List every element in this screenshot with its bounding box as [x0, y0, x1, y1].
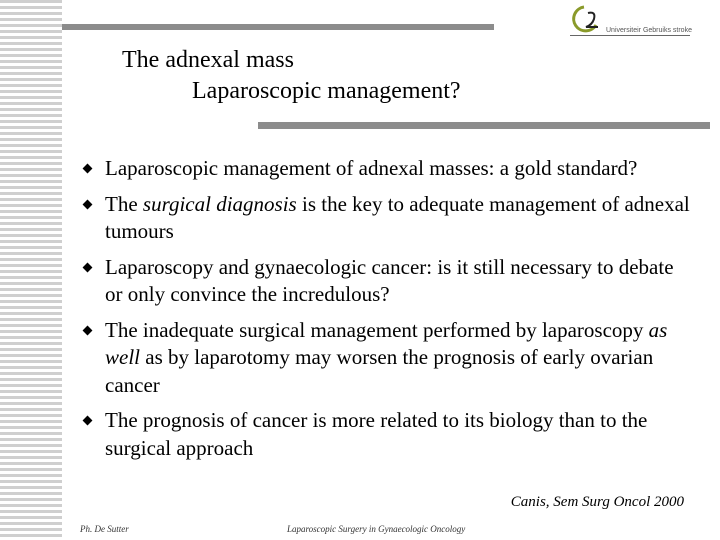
- footer-course: Laparoscopic Surgery in Gynaecologic Oncology: [287, 524, 466, 534]
- title-divider-bar: [258, 122, 710, 129]
- university-logo: [570, 3, 690, 37]
- bullet-item: [80, 155, 690, 183]
- bullet-text: as by laparotomy may worsen the prognosis of early ovarian cancer: [105, 345, 654, 397]
- logo-underline: [570, 35, 690, 36]
- bullet-text: The: [105, 191, 143, 216]
- bullet-item: [80, 254, 690, 309]
- bullet-diamond-icon: [83, 262, 93, 272]
- bullet-emphasis: surgical diagnosis: [142, 191, 297, 216]
- bullet-text: The prognosis of cancer is more related to its biology than to the surgical approach: [105, 408, 648, 460]
- bullet-text: Laparoscopy and gynaecologic cancer: is it still necessary to debate or only convince the incredulous?: [105, 254, 674, 306]
- logo-text: Universiteir Gebruiks stroke: [606, 27, 692, 34]
- bullet-list: [80, 155, 690, 470]
- bullet-item: [80, 191, 690, 246]
- top-divider-bar: [62, 24, 494, 30]
- bullet-emphasis: as well: [105, 317, 668, 369]
- bullet-item: [80, 407, 690, 462]
- bullet-text: Laparoscopic management of adnexal masses: a gold standard?: [105, 156, 638, 180]
- bullet-text: is the key to adequate management of adnexal tumours: [105, 191, 690, 243]
- left-striped-margin: [0, 0, 62, 540]
- footer-author: Ph. De Sutter: [80, 524, 129, 534]
- bullet-diamond-icon: [83, 416, 93, 426]
- slide-title-line-1: The adnexal mass: [122, 47, 294, 73]
- slide-title-line-2: Laparoscopic management?: [192, 78, 461, 104]
- bullet-diamond-icon: [83, 199, 93, 209]
- bullet-diamond-icon: [83, 164, 93, 174]
- citation: Canis, Sem Surg Oncol 2000: [510, 494, 684, 510]
- bullet-diamond-icon: [83, 325, 93, 335]
- bullet-text: The inadequate surgical management performed by laparoscopy: [105, 317, 649, 342]
- bullet-item: [80, 317, 690, 400]
- university-logo-icon: [570, 3, 604, 37]
